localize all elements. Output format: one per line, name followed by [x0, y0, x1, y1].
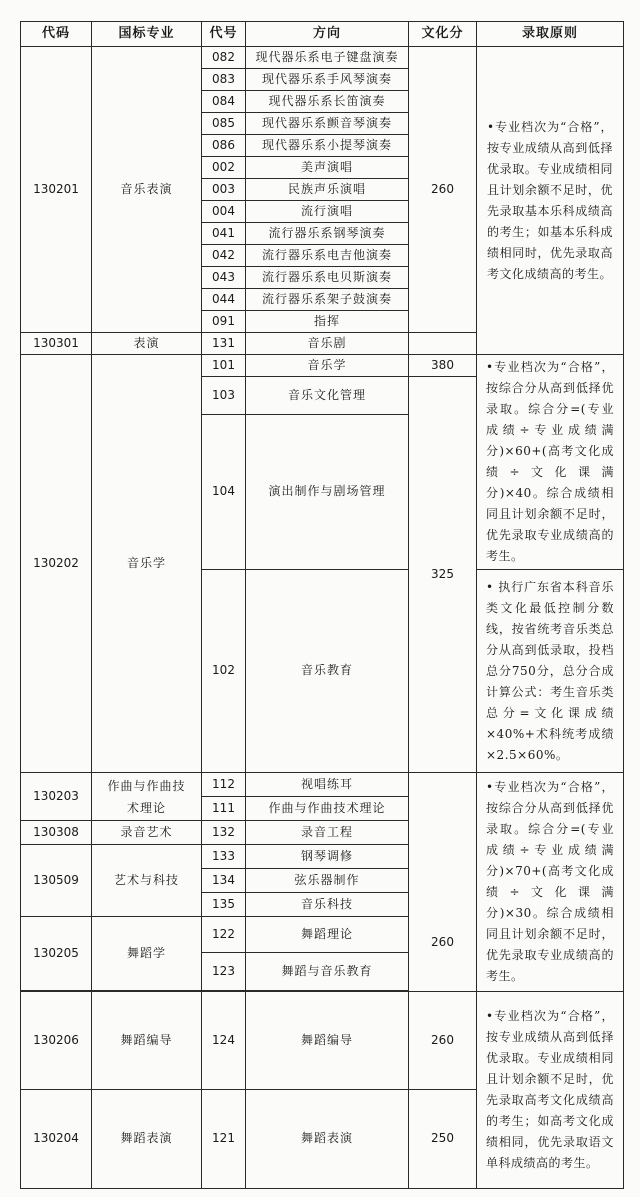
direction-name: 流行器乐系钢琴演奏 — [246, 223, 409, 245]
direction-num: 134 — [202, 869, 246, 893]
direction-num: 101 — [202, 355, 246, 377]
direction-num: 086 — [202, 135, 246, 157]
major-name: 表演 — [92, 333, 202, 355]
header-culture: 文化分 — [409, 22, 477, 47]
direction-name: 舞蹈表演 — [246, 1090, 409, 1189]
major-code: 130509 — [21, 845, 92, 917]
direction-num: 003 — [202, 179, 246, 201]
direction-name: 现代器乐系小提琴演奏 — [246, 135, 409, 157]
major-name: 舞蹈学 — [92, 917, 202, 991]
direction-num: 131 — [202, 333, 246, 355]
direction-name: 音乐剧 — [246, 333, 409, 355]
major-name: 录音艺术 — [92, 821, 202, 845]
major-code: 130301 — [21, 333, 92, 355]
table-row — [21, 992, 624, 1090]
culture-score-empty — [409, 773, 477, 992]
direction-name: 作曲与作曲技术理论 — [246, 797, 409, 821]
admission-rule: •专业档次为“合格”，按专业成绩从高到低择优录取。专业成绩相同且计划余额不足时，优先录取高考文化成绩高的考生；如高考文化成绩相同，优先录取语文单科成绩高的考生。 — [477, 992, 624, 1189]
direction-name: 民族声乐演唱 — [246, 179, 409, 201]
header-row — [21, 22, 624, 47]
major-name: 舞蹈表演 — [92, 1090, 202, 1189]
major-name: 音乐表演 — [92, 47, 202, 333]
direction-num: 042 — [202, 245, 246, 267]
direction-num: 082 — [202, 47, 246, 69]
major-code: 130201 — [21, 47, 92, 333]
major-code: 130206 — [21, 992, 92, 1090]
direction-num: 091 — [202, 311, 246, 333]
table-row — [21, 773, 624, 797]
culture-score: 325 — [409, 377, 477, 773]
direction-num: 102 — [202, 570, 246, 773]
header-num: 代号 — [202, 22, 246, 47]
direction-name: 流行器乐系电吉他演奏 — [246, 245, 409, 267]
direction-name: 演出制作与剧场管理 — [246, 415, 409, 570]
direction-num: 121 — [202, 1090, 246, 1189]
direction-num: 043 — [202, 267, 246, 289]
direction-num: 041 — [202, 223, 246, 245]
direction-name: 流行器乐系架子鼓演奏 — [246, 289, 409, 311]
direction-num: 083 — [202, 69, 246, 91]
direction-name: 流行器乐系电贝斯演奏 — [246, 267, 409, 289]
direction-name: 舞蹈编导 — [246, 992, 409, 1090]
direction-name: 音乐教育 — [246, 570, 409, 773]
culture-score: 260 — [409, 992, 477, 1090]
culture-score: 260 — [409, 47, 477, 333]
table-row — [21, 47, 624, 69]
table-row — [21, 355, 624, 377]
direction-num: 104 — [202, 415, 246, 570]
header-direction: 方向 — [246, 22, 409, 47]
direction-num: 085 — [202, 113, 246, 135]
direction-name: 音乐学 — [246, 355, 409, 377]
direction-num: 103 — [202, 377, 246, 415]
direction-num: 111 — [202, 797, 246, 821]
major-code: 130205 — [21, 917, 92, 991]
major-name: 舞蹈编导 — [92, 992, 202, 1090]
direction-num: 135 — [202, 893, 246, 917]
admission-rule: •专业档次为“合格”，按综合分从高到低择优录取。综合分=(专业成绩÷专业成绩满分)×70+(高考文化成绩÷文化课满分)×30。综合成绩相同且计划余额不足时，优先录取专业成绩高的考生。 — [477, 773, 624, 992]
direction-name: 指挥 — [246, 311, 409, 333]
direction-name: 美声演唱 — [246, 157, 409, 179]
direction-num: 122 — [202, 917, 246, 953]
direction-name: 舞蹈与音乐教育 — [246, 953, 409, 991]
header-major: 国标专业 — [92, 22, 202, 47]
admission-table — [20, 21, 624, 1189]
direction-name: 弦乐器制作 — [246, 869, 409, 893]
major-name: 音乐学 — [92, 355, 202, 773]
admission-rule: •专业档次为“合格”，按专业成绩从高到低择优录取。专业成绩相同且计划余额不足时，优先录取基本乐科成绩高的考生；如基本乐科成绩相同时，优先录取高考文化成绩高的考生。 — [477, 47, 624, 355]
major-code: 130202 — [21, 355, 92, 773]
direction-name: 现代器乐系手风琴演奏 — [246, 69, 409, 91]
direction-name: 舞蹈理论 — [246, 917, 409, 953]
header-rule: 录取原则 — [477, 22, 624, 47]
header-code: 代码 — [21, 22, 92, 47]
direction-name: 现代器乐系颤音琴演奏 — [246, 113, 409, 135]
direction-name: 流行演唱 — [246, 201, 409, 223]
major-code: 130203 — [21, 773, 92, 821]
major-code: 130308 — [21, 821, 92, 845]
direction-name: 现代器乐系长笛演奏 — [246, 91, 409, 113]
direction-num: 002 — [202, 157, 246, 179]
culture-score: 380 — [409, 355, 477, 377]
direction-num: 124 — [202, 992, 246, 1090]
direction-name: 音乐科技 — [246, 893, 409, 917]
direction-name: 录音工程 — [246, 821, 409, 845]
direction-num: 004 — [202, 201, 246, 223]
culture-score-130205: 260 — [409, 935, 476, 949]
direction-name: 视唱练耳 — [246, 773, 409, 797]
direction-name: 现代器乐系电子键盘演奏 — [246, 47, 409, 69]
major-name: 作曲与作曲技术理论 — [92, 773, 202, 821]
direction-num: 123 — [202, 953, 246, 991]
direction-num: 044 — [202, 289, 246, 311]
direction-name: 钢琴调修 — [246, 845, 409, 869]
direction-name: 音乐文化管理 — [246, 377, 409, 415]
direction-num: 132 — [202, 821, 246, 845]
direction-num: 084 — [202, 91, 246, 113]
major-code: 130204 — [21, 1090, 92, 1189]
major-name: 艺术与科技 — [92, 845, 202, 917]
direction-num: 133 — [202, 845, 246, 869]
admission-rule: •专业档次为“合格”，按综合分从高到低择优录取。综合分=(专业成绩÷专业成绩满分)×60+(高考文化成绩÷文化课满分)×40。综合成绩相同且计划余额不足时，优先录取专业成绩高的考生。 — [477, 355, 624, 570]
culture-score-empty — [409, 333, 477, 355]
culture-score: 250 — [409, 1090, 477, 1189]
direction-num: 112 — [202, 773, 246, 797]
admission-rule: • 执行广东省本科音乐类文化最低控制分数线，按省统考音乐类总分从高到低录取，投档总分750分，总分合成计算公式：考生音乐类总分=文化课成绩×40%+术科统考成绩×2.5×60%。 — [477, 570, 624, 773]
